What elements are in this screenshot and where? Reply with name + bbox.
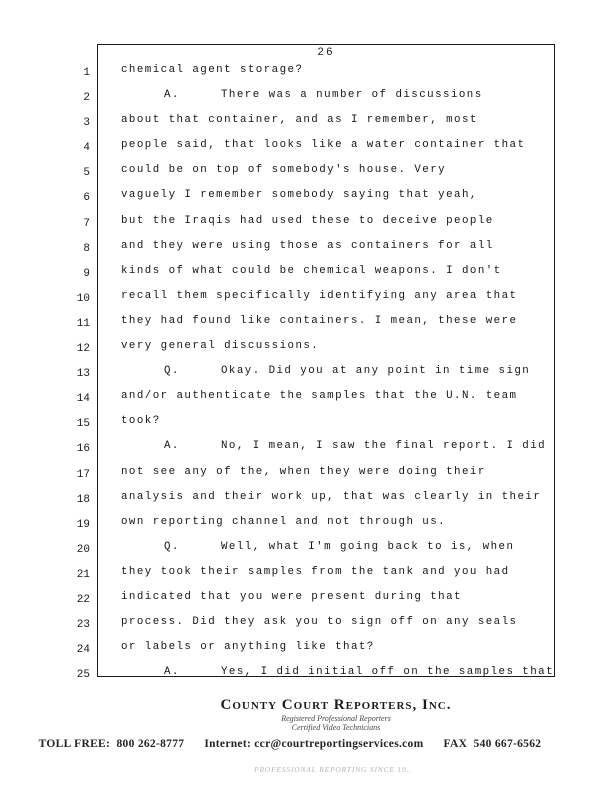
transcript-line bbox=[76, 340, 554, 365]
line-text: analysis and their work up, that was clearly in their bbox=[121, 490, 542, 503]
transcript-line bbox=[76, 565, 554, 591]
transcript-line bbox=[83, 64, 554, 89]
reporter-firm-block bbox=[97, 697, 575, 732]
footer-contact-line bbox=[0, 738, 580, 750]
line-number: 20 bbox=[76, 543, 90, 556]
speaker-prefix: A. bbox=[164, 440, 180, 453]
line-number: 10 bbox=[76, 292, 90, 305]
line-text: they had found like containers. I mean, these were bbox=[121, 314, 518, 327]
line-number: 15 bbox=[76, 418, 90, 431]
line-number: 13 bbox=[76, 368, 90, 381]
transcript-line bbox=[76, 465, 554, 491]
speaker-prefix: Q. bbox=[164, 365, 180, 378]
transcript-line bbox=[76, 641, 554, 666]
line-number: 3 bbox=[83, 117, 90, 130]
line-text: A. There was a number of discussions bbox=[164, 89, 483, 102]
line-text: A. Yes, I did initial off on the samples that bbox=[164, 666, 555, 679]
line-text: about that container, and as I remember, most bbox=[121, 114, 478, 127]
line-number: 8 bbox=[83, 242, 90, 255]
line-number: 1 bbox=[83, 67, 90, 79]
transcript-line bbox=[83, 214, 554, 240]
transcript-line bbox=[76, 390, 554, 415]
line-text: chemical agent storage? bbox=[121, 64, 304, 76]
transcript-line bbox=[76, 666, 555, 691]
line-text: kinds of what could be chemical weapons. I don't bbox=[121, 264, 502, 277]
internet-email: Internet: ccr@courtreportingservices.com bbox=[204, 738, 424, 750]
transcript-line bbox=[83, 264, 554, 290]
transcript-line bbox=[76, 515, 554, 541]
line-text: could be on top of somebody's house. Very bbox=[121, 164, 447, 177]
transcript-line bbox=[76, 440, 554, 465]
line-number: 2 bbox=[83, 92, 90, 105]
line-number: 21 bbox=[76, 568, 90, 581]
fax-number: FAX 540 667-6562 bbox=[443, 738, 542, 750]
firm-subtitle-registered: Registered Professional Reporters bbox=[281, 714, 391, 723]
transcript-line bbox=[83, 139, 554, 164]
line-number: 5 bbox=[83, 167, 90, 180]
line-number: 6 bbox=[83, 192, 90, 205]
line-number: 4 bbox=[83, 142, 90, 155]
line-text: or labels or anything like that? bbox=[121, 641, 375, 654]
transcript-line bbox=[83, 164, 554, 189]
page-number: 26 bbox=[317, 47, 335, 59]
line-number: 12 bbox=[76, 343, 90, 356]
line-number: 11 bbox=[76, 317, 90, 330]
line-text: A. No, I mean, I saw the final report. I did bbox=[164, 440, 547, 453]
transcript-line bbox=[76, 540, 554, 566]
line-text: very general discussions. bbox=[121, 340, 320, 353]
line-text: vaguely I remember somebody saying that yeah, bbox=[121, 189, 478, 202]
line-text: and/or authenticate the samples that the U.N. team bbox=[121, 390, 518, 403]
transcript-line bbox=[83, 189, 554, 214]
line-number: 25 bbox=[76, 669, 90, 682]
line-text: recall them specifically identifying any area that bbox=[121, 289, 518, 302]
line-text: own reporting channel and not through us. bbox=[121, 515, 447, 528]
transcript-border-box bbox=[76, 44, 555, 682]
line-number: 19 bbox=[76, 518, 90, 531]
line-number: 22 bbox=[76, 593, 90, 606]
line-text: and they were using those as containers for all bbox=[121, 239, 494, 252]
speaker-prefix: A. bbox=[164, 89, 180, 102]
transcript-line bbox=[76, 415, 554, 440]
line-number: 7 bbox=[83, 217, 90, 230]
line-text: process. Did they ask you to sign off on any seals bbox=[121, 616, 518, 629]
line-text: Q. Okay. Did you at any point in time sign bbox=[164, 365, 531, 378]
firm-subtitle-certified: Certified Video Technicians bbox=[291, 723, 381, 732]
transcript-line bbox=[83, 239, 554, 265]
speaker-prefix: A. bbox=[164, 666, 180, 679]
toll-free-number: TOLL FREE: 800 262-8777 bbox=[38, 738, 185, 750]
line-number: 24 bbox=[76, 644, 90, 657]
transcript-line bbox=[76, 314, 554, 340]
footer-tagline: PROFESSIONAL REPORTING SINCE 19.. bbox=[254, 765, 412, 774]
transcript-line bbox=[76, 289, 554, 315]
line-number: 16 bbox=[76, 443, 90, 456]
line-text: not see any of the, when they were doing their bbox=[121, 465, 486, 478]
transcript-line bbox=[83, 89, 554, 114]
transcript-line bbox=[76, 490, 554, 516]
transcript-lines bbox=[76, 64, 555, 691]
transcript-line bbox=[76, 590, 554, 616]
line-text: indicated that you were present during that bbox=[121, 590, 462, 603]
line-text: people said, that looks like a water container that bbox=[121, 139, 526, 152]
transcript-line bbox=[76, 616, 554, 641]
line-text: but the Iraqis had used these to deceive people bbox=[121, 214, 494, 227]
transcript-line bbox=[83, 114, 554, 139]
line-text: took? bbox=[121, 415, 161, 428]
line-number: 23 bbox=[76, 619, 90, 632]
line-text: Q. Well, what I'm going back to is, when bbox=[164, 540, 515, 553]
transcript-line bbox=[76, 365, 554, 390]
speaker-prefix: Q. bbox=[164, 540, 180, 553]
line-number: 18 bbox=[76, 493, 90, 506]
line-number: 17 bbox=[76, 468, 90, 481]
line-number: 14 bbox=[76, 393, 90, 406]
line-text: they took their samples from the tank and you had bbox=[121, 565, 510, 578]
firm-name: County Court Reporters, Inc. bbox=[220, 697, 452, 713]
line-number: 9 bbox=[83, 267, 90, 280]
